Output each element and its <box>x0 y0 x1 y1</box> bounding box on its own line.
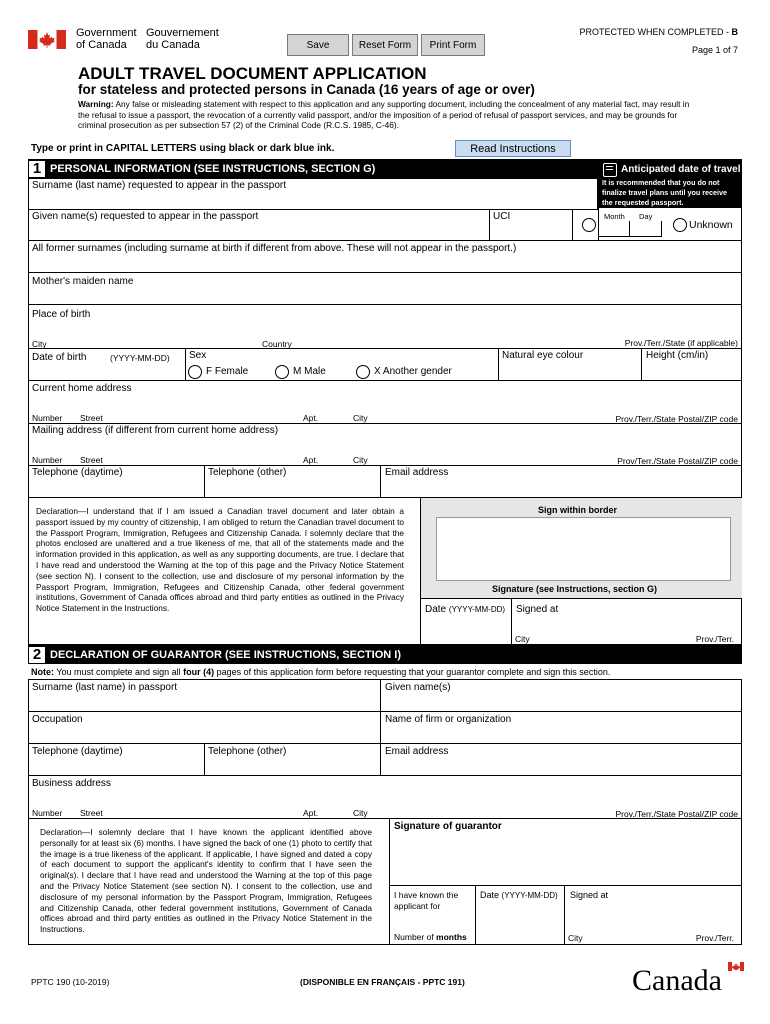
place-of-birth-label: Place of birth <box>32 309 91 320</box>
sex-female-radio[interactable] <box>188 365 202 379</box>
guarantor-tel-other-label: Telephone (other) <box>208 746 287 757</box>
gov-en-text: Government of Canada <box>76 27 137 51</box>
section-1-title: PERSONAL INFORMATION (SEE INSTRUCTIONS, SECTION G) <box>50 162 376 175</box>
uci-label: UCI <box>493 211 511 222</box>
sign-within-border-label: Sign within border <box>538 505 617 515</box>
mail-street-label: Street <box>80 455 103 465</box>
telephone-other-label: Telephone (other) <box>208 467 287 478</box>
home-city-label: City <box>353 413 368 423</box>
section-1-number: 1 <box>28 160 46 178</box>
business-apt-label: Apt. <box>303 808 319 818</box>
travel-note: It is recommended that you do not finalize travel plans until you receive the requested passport. <box>602 178 728 207</box>
home-number-label: Number <box>32 413 63 423</box>
occupation-label: Occupation <box>32 714 83 725</box>
mailing-address-label: Mailing address (if different from current home address) <box>32 425 279 436</box>
number-of-months-label: Number of months <box>394 932 467 942</box>
pob-city-label: City <box>32 339 47 349</box>
unknown-label: Unknown <box>689 219 733 231</box>
protected-label: PROTECTED WHEN COMPLETED - B <box>579 27 738 37</box>
guarantor-surname-label: Surname (last name) in passport <box>32 682 178 693</box>
home-address-label: Current home address <box>32 383 132 394</box>
eye-colour-label: Natural eye colour <box>502 350 584 361</box>
guarantor-city-label: City <box>568 933 583 943</box>
french-availability: (DISPONIBLE EN FRANÇAIS - PPTC 191) <box>300 977 465 987</box>
travel-title: Anticipated date of travel <box>621 164 741 175</box>
warning-text: Warning: Any false or misleading statement with respect to this application and any supporting document, including the concealment of any material fact, may result in the refusal to issue a passport, the revocation of a currently valid passport, and/or the imposition of a period of refusal of passport services, and may be grounds for criminal prosecution as per subsection 57 (2) of the Criminal Code (R.C.S. 1985, C-46). <box>78 99 690 130</box>
reset-form-button[interactable]: Reset Form <box>352 34 418 56</box>
pob-prov-label: Prov./Terr./State (if applicable) <box>624 338 738 348</box>
guarantor-given-label: Given name(s) <box>385 682 451 693</box>
type-print-instruction: Type or print in CAPITAL LETTERS using black or dark blue ink. <box>31 143 335 154</box>
signed-at-city-label: City <box>515 634 530 644</box>
business-street-label: Street <box>80 808 103 818</box>
section-1-header <box>28 159 598 178</box>
former-surnames-label: All former surnames (including surname at birth if different from above. These will not appear in the passport.) <box>32 243 517 254</box>
sex-another-label: X Another gender <box>374 366 452 377</box>
declaration-text: Declaration—I understand that if I am issued a Canadian travel document and later obtain a passport issued by my country of citizenship, I am obliged to return the Canadian travel document to the Passport Program, Immigration, Refugees and Citizenship Canada. I solemnly declare that the photos enclosed are unaltered and a true likeness of me, that all of the statements made and the information provided in this application, as well as any supporting documents, are true. I declare that I have read and understood the Warning at the top of this page and the Privacy Notice Statement (see section N). I consent to the collection, use and disclosure of my personal information by the Passport Program, Immigration, Refugees and Citizenship Canada, other federal government institutions, Government of Canada offices abroad and third party entities as outlined in the Privacy Notice Statement in the Instructions. <box>36 506 404 614</box>
mail-apt-label: Apt. <box>303 455 319 465</box>
telephone-daytime-label: Telephone (daytime) <box>32 467 123 478</box>
business-city-label: City <box>353 808 368 818</box>
email-label: Email address <box>385 467 449 478</box>
gov-fr-text: Gouvernement du Canada <box>146 27 219 51</box>
guarantor-declaration-text: Declaration—I solemnly declare that I have known the applicant identified above personally for at least six (6) months. I have signed the back of one (1) photo to certify that the image is a true likeness of the applicant. If applicable, I have signed and dated a copy of each document to support the applicant's identity to confirm that I have seen the original(s). I declare that I have read and understood the Warning at the top of this page and the Privacy Notice Statement (see section N). I consent to the collection, use and disclosure of my personal information by the Passport Program, Immigration, Refugees and Citizenship Canada, other federal government institutions, Government of Canada offices abroad and third party entities as outlined in the Privacy Notice Statement in the Instructions. <box>40 827 372 935</box>
home-prov-postal-label: Prov./Terr./State Postal/ZIP code <box>615 414 738 424</box>
known-label: I have known the applicant for <box>394 890 459 911</box>
given-name-label: Given name(s) requested to appear in the passport <box>32 211 259 222</box>
mothers-maiden-name-field[interactable] <box>28 272 742 305</box>
sex-male-radio[interactable] <box>275 365 289 379</box>
guarantor-tel-day-label: Telephone (daytime) <box>32 746 123 757</box>
guarantor-date-format: (YYYY-MM-DD) <box>501 891 558 900</box>
mail-city-label: City <box>353 455 368 465</box>
declaration-date-format: (YYYY-MM-DD) <box>448 605 506 614</box>
canada-flag-icon <box>28 30 66 49</box>
signature-input[interactable] <box>436 517 731 581</box>
pob-country-label: Country <box>262 339 292 349</box>
business-prov-postal-label: Prov./Terr./State Postal/ZIP code <box>615 809 738 819</box>
page-title: ADULT TRAVEL DOCUMENT APPLICATION <box>78 64 427 83</box>
signed-at-prov-label: Prov./Terr. <box>695 634 734 644</box>
travel-date-radio[interactable] <box>582 218 596 232</box>
print-form-button[interactable]: Print Form <box>421 34 485 56</box>
calendar-icon <box>603 163 617 177</box>
read-instructions-button[interactable]: Read Instructions <box>455 140 571 157</box>
signature-caption: Signature (see Instructions, section G) <box>492 584 658 594</box>
page-number: Page 1 of 7 <box>691 45 738 55</box>
unknown-radio[interactable] <box>673 218 687 232</box>
month-label: Month <box>604 212 625 221</box>
wordmark-flag-icon <box>728 962 744 971</box>
canada-wordmark: Canada <box>632 962 744 996</box>
guarantor-email-label: Email address <box>385 746 449 757</box>
home-street-label: Street <box>80 413 103 423</box>
business-address-label: Business address <box>32 778 111 789</box>
mail-prov-postal-label: Prov/Terr./State Postal/ZIP code <box>617 456 738 466</box>
travel-day-field[interactable] <box>630 221 662 237</box>
guarantor-prov-label: Prov./Terr. <box>695 933 734 943</box>
mothers-maiden-name-label: Mother's maiden name <box>32 276 134 287</box>
section-2-title: DECLARATION OF GUARANTOR (SEE INSTRUCTIONS, SECTION I) <box>50 648 401 661</box>
travel-month-field[interactable] <box>598 221 630 237</box>
sex-label: Sex <box>189 350 207 361</box>
guarantor-date-label: Date <box>480 890 500 900</box>
guarantor-note: Note: You must complete and sign all four (4) pages of this application form before requesting that your guarantor complete and sign this section. <box>31 667 611 677</box>
section-2-header <box>28 645 742 664</box>
form-code: PPTC 190 (10-2019) <box>31 977 110 987</box>
dob-label: Date of birth <box>32 352 87 363</box>
declaration-date-label: Date <box>425 604 447 615</box>
sex-female-label: F Female <box>206 366 249 377</box>
day-label: Day <box>639 212 653 221</box>
save-button[interactable]: Save <box>287 34 349 56</box>
mail-number-label: Number <box>32 455 63 465</box>
firm-label: Name of firm or organization <box>385 714 512 725</box>
guarantor-signed-at-label: Signed at <box>570 890 609 900</box>
sex-another-radio[interactable] <box>356 365 370 379</box>
section-2-number: 2 <box>28 646 46 664</box>
signed-at-label: Signed at <box>516 604 559 615</box>
home-apt-label: Apt. <box>303 413 319 423</box>
surname-label: Surname (last name) requested to appear in the passport <box>32 180 287 191</box>
guarantor-signature-label: Signature of guarantor <box>394 821 502 832</box>
business-number-label: Number <box>32 808 63 818</box>
sex-male-label: M Male <box>293 366 326 377</box>
height-label: Height (cm/in) <box>646 350 709 361</box>
dob-format: (YYYY-MM-DD) <box>110 353 170 363</box>
page-subtitle: for stateless and protected persons in Canada (16 years of age or over) <box>78 82 535 97</box>
